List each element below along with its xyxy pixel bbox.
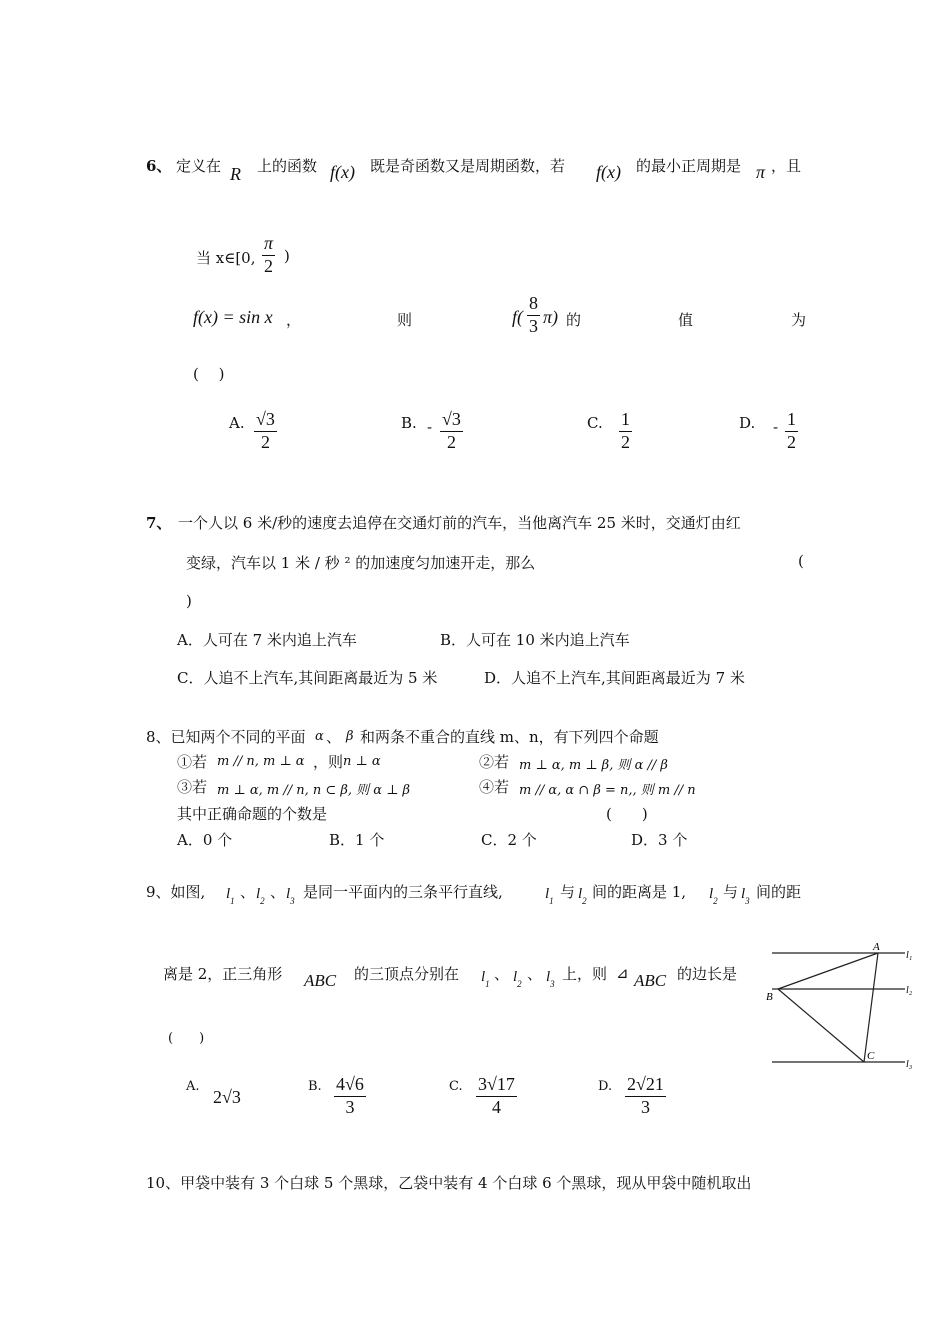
side-bc xyxy=(778,989,864,1062)
question-text: 与 xyxy=(560,883,576,901)
question-text: 值 xyxy=(678,311,694,329)
question-text: 、 xyxy=(270,883,286,901)
question-text: 定义在 xyxy=(176,157,222,175)
math-fx-sinx: f(x) = sin x xyxy=(193,307,273,327)
option-d: D．人追不上汽车,其间距离最近为 7 米 xyxy=(484,669,745,687)
question-text: 变绿，汽车以 1 米 / 秒 ² 的加速度匀加速开走，那么 xyxy=(186,554,536,572)
line-l2-label: $l_2$ xyxy=(513,969,522,989)
math-fx: f(x) xyxy=(330,162,355,182)
option-value: $\frac{1}{2}$ xyxy=(787,409,796,452)
question-text: 既是奇函数又是周期函数，若 xyxy=(370,157,566,175)
option-sign: - xyxy=(427,418,433,436)
option-value: $\frac{2√21}{3}$ xyxy=(627,1074,664,1117)
option-a: A．人可在 7 米内追上汽车 xyxy=(177,631,357,649)
option-b: B．1 个 xyxy=(329,831,385,849)
l3-label: l₃ xyxy=(906,1059,913,1070)
question-text: ， xyxy=(286,311,302,329)
answer-paren: ( ) xyxy=(193,365,225,383)
question-text: 的 xyxy=(566,311,582,329)
math-fx: f(x) xyxy=(596,162,621,182)
triangle-symbol: ⊿ xyxy=(616,964,629,982)
condition-text: ) xyxy=(284,247,290,265)
line-l3-label: $l_3$ xyxy=(546,969,555,989)
proposition-3-label: ③若 xyxy=(177,778,208,796)
proposition-2-math: m ⊥ α, m ⊥ β, 则 α // β xyxy=(519,758,668,773)
proposition-1-label: ①若 xyxy=(177,753,208,771)
question-text: 、 xyxy=(527,965,543,983)
proposition-1-math: m // n, m ⊥ α xyxy=(217,754,305,769)
proposition-4-label: ④若 xyxy=(479,778,510,796)
question-number: 6、 xyxy=(146,157,172,175)
answer-paren: ( ) xyxy=(606,805,648,823)
question-text: 上的函数 xyxy=(257,157,318,175)
option-label: B. xyxy=(401,414,417,432)
parallel-lines-triangle-figure xyxy=(760,930,920,1075)
line-l2-label: $l_2$ xyxy=(709,886,718,906)
option-label: A. xyxy=(229,414,245,432)
math-pi: π xyxy=(756,162,766,182)
answer-paren-open: ( xyxy=(798,552,804,570)
question-text: 8、已知两个不同的平面 xyxy=(146,728,306,746)
side-ac xyxy=(864,953,878,1062)
option-sign: - xyxy=(773,418,779,436)
line-l1-label: $l_1$ xyxy=(545,886,554,906)
math-alpha: α xyxy=(315,729,324,744)
option-label: C. xyxy=(449,1079,463,1094)
answer-paren: ( ) xyxy=(168,1031,205,1046)
question-text: 、 xyxy=(494,965,510,983)
option-label: D. xyxy=(598,1079,613,1094)
question-text: 10、甲袋中装有 3 个白球 5 个黑球，乙袋中装有 4 个白球 6 个黑球，现从甲袋中随机取出 xyxy=(146,1174,752,1192)
line-l3-label: $l_3$ xyxy=(741,886,750,906)
question-text: 、 xyxy=(326,728,342,746)
option-label: A. xyxy=(186,1079,200,1094)
option-d: D．3 个 xyxy=(631,831,688,849)
question-text: 则 xyxy=(397,311,413,329)
math-R: R xyxy=(230,164,241,184)
question-text: 上，则 xyxy=(562,965,608,983)
question-text: 为 xyxy=(791,311,807,329)
option-label: D. xyxy=(739,414,756,432)
proposition-4-math: m // α, α ∩ β = n,, 则 m // n xyxy=(519,783,696,798)
l1-label: l₁ xyxy=(906,950,913,961)
math-f-open: f( xyxy=(512,307,523,327)
question-text: 间的距 xyxy=(756,883,802,901)
proposition-1-conclusion: n ⊥ α xyxy=(343,754,381,769)
proposition-2-label: ②若 xyxy=(479,753,510,771)
question-text: 的边长是 xyxy=(677,965,738,983)
question-text: 和两条不重合的直线 m、n，有下列四个命题 xyxy=(360,728,659,746)
question-text: 、 xyxy=(240,883,256,901)
vertex-c-label: C xyxy=(867,1050,875,1062)
side-ab xyxy=(778,953,878,989)
question-text: 的三顶点分别在 xyxy=(354,965,460,983)
question-text: 其中正确命题的个数是 xyxy=(177,805,328,823)
line-l2-label: $l_2$ xyxy=(256,886,265,906)
line-l3-label: $l_3$ xyxy=(286,886,295,906)
question-text: 的最小正周期是 xyxy=(636,157,742,175)
question-text: 间的距离是 1, xyxy=(592,883,687,901)
question-text: 离是 2，正三角形 xyxy=(163,965,283,983)
option-value: $\frac{3√17}{4}$ xyxy=(478,1074,515,1117)
vertex-b-label: B xyxy=(766,991,773,1003)
question-text: 9、如图, xyxy=(146,883,206,901)
answer-paren-close: ) xyxy=(186,592,192,610)
vertex-a-label: A xyxy=(873,941,880,953)
line-l1-label: $l_1$ xyxy=(481,969,490,989)
proposition-3-math: m ⊥ α, m // n, n ⊂ β, 则 α ⊥ β xyxy=(217,783,411,798)
condition-text: 当 x∈[0, xyxy=(196,249,256,267)
question-text: 是同一平面内的三条平行直线, xyxy=(303,883,503,901)
option-c: C．2 个 xyxy=(481,831,537,849)
option-label: C. xyxy=(587,414,603,432)
option-value: $\frac{√3}{2}$ xyxy=(256,409,275,452)
option-c: C．人追不上汽车,其间距离最近为 5 米 xyxy=(177,669,438,687)
question-text: 与 xyxy=(723,883,739,901)
question-text: ，且 xyxy=(771,157,802,175)
option-b: B．人可在 10 米内追上汽车 xyxy=(440,631,630,649)
option-value: $\frac{√3}{2}$ xyxy=(442,409,461,452)
question-text: 一个人以 6 米/秒的速度去追停在交通灯前的汽车，当他离汽车 25 米时，交通灯由红 xyxy=(178,514,741,532)
math-beta: β xyxy=(346,729,354,744)
option-value: 2√3 xyxy=(213,1087,241,1107)
fraction-8-over-3: $\frac{8}{3}$ xyxy=(529,293,538,336)
line-l1-label: $l_1$ xyxy=(226,886,235,906)
l2-label: l₂ xyxy=(906,985,913,996)
option-a: A．0 个 xyxy=(177,831,233,849)
line-l2-label: $l_2$ xyxy=(578,886,587,906)
proposition-1-text: ，则 xyxy=(313,753,344,771)
question-number: 7、 xyxy=(146,514,172,532)
option-value: $\frac{4√6}{3}$ xyxy=(336,1074,364,1117)
fraction-pi-over-2: $\frac{\pi}{2}$ xyxy=(264,233,274,276)
option-label: B. xyxy=(308,1079,322,1094)
math-pi-close: π) xyxy=(543,307,559,327)
math-abc: ABC xyxy=(634,971,667,990)
math-abc: ABC xyxy=(304,971,337,990)
option-value: $\frac{1}{2}$ xyxy=(621,409,630,452)
